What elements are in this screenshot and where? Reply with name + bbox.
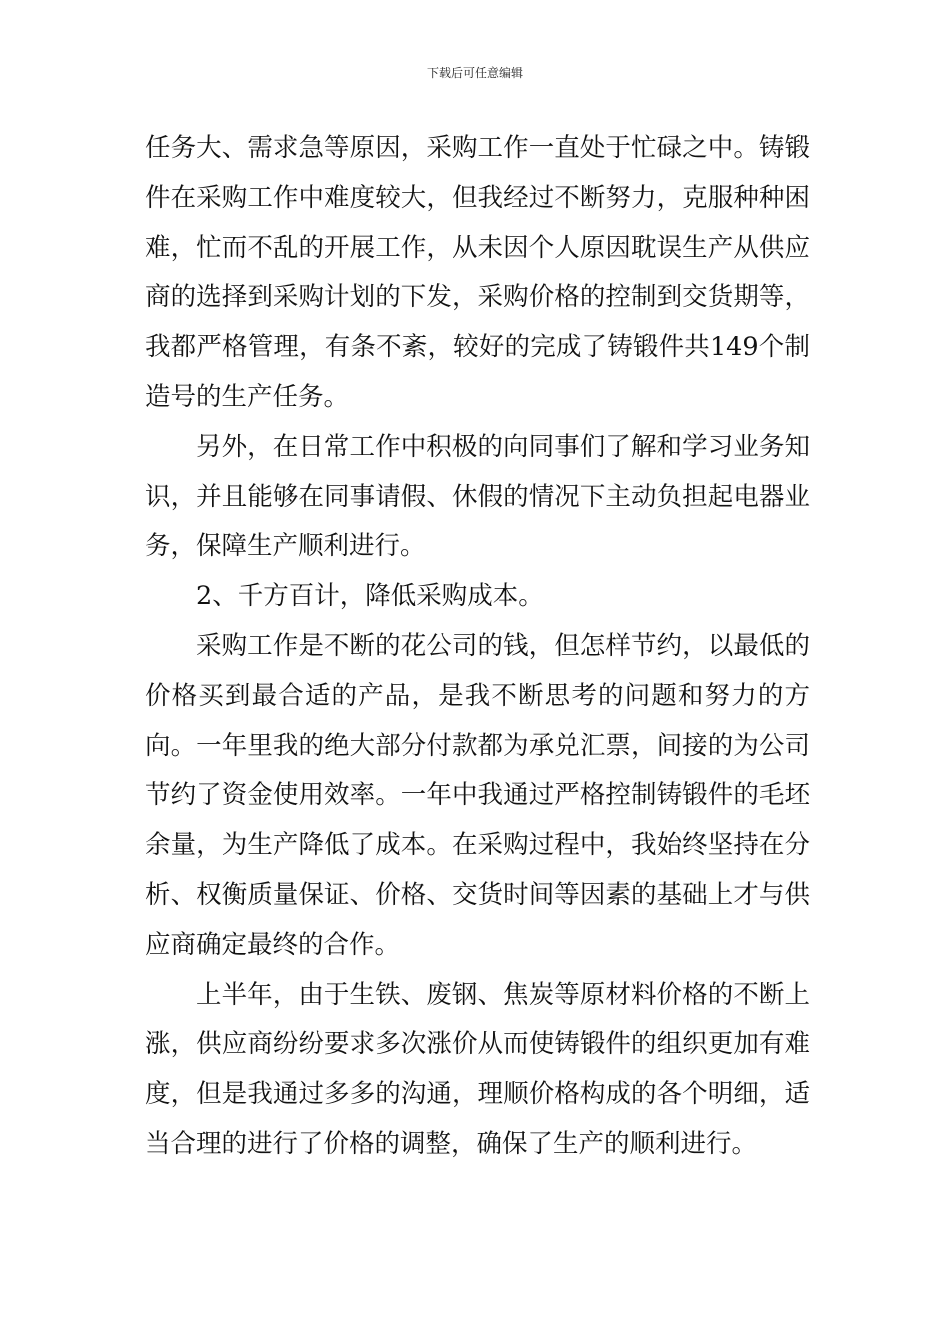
page-header: 下载后可任意编辑 [426,66,523,80]
paragraph-1: 任务大、需求急等原因，采购工作一直处于忙碌之中。铸锻件在采购工作中难度较大，但我经过不断努力，克服种种困难，忙而不乱的开展工作，从未因个人原因耽误生产从供应商的选择到采购计划的下发，采购价格的控制到交货期等，我都严格管理，有条不紊，较好的完成了铸锻件共149个制造号的生产任务。 [145,133,810,412]
paragraph-5: 上半年，由于生铁、废钢、焦炭等原材料价格的不断上涨，供应商纷纷要求多次涨价从而使铸锻件的组织更加有难度，但是我通过多多的沟通，理顺价格构成的各个明细，适当合理的进行了价格的调整，确保了生产的顺利进行。 [145,979,810,1159]
paragraph-2: 另外，在日常工作中积极的向同事们了解和学习业务知识，并且能够在同事请假、休假的情况下主动负担起电器业务，保障生产顺利进行。 [145,431,810,562]
paragraph-3: 2、千方百计，降低采购成本。 [196,581,544,612]
document-body [145,124,810,1170]
paragraph-4: 采购工作是不断的花公司的钱，但怎样节约，以最低的价格买到最合适的产品，是我不断思考的问题和努力的方向。一年里我的绝大部分付款都为承兑汇票，间接的为公司节约了资金使用效率。一年中我通过严格控制铸锻件的毛坯余量，为生产降低了成本。在采购过程中，我始终坚持在分析、权衡质量保证、价格、交货时间等因素的基础上才与供应商确定最终的合作。 [145,630,810,960]
